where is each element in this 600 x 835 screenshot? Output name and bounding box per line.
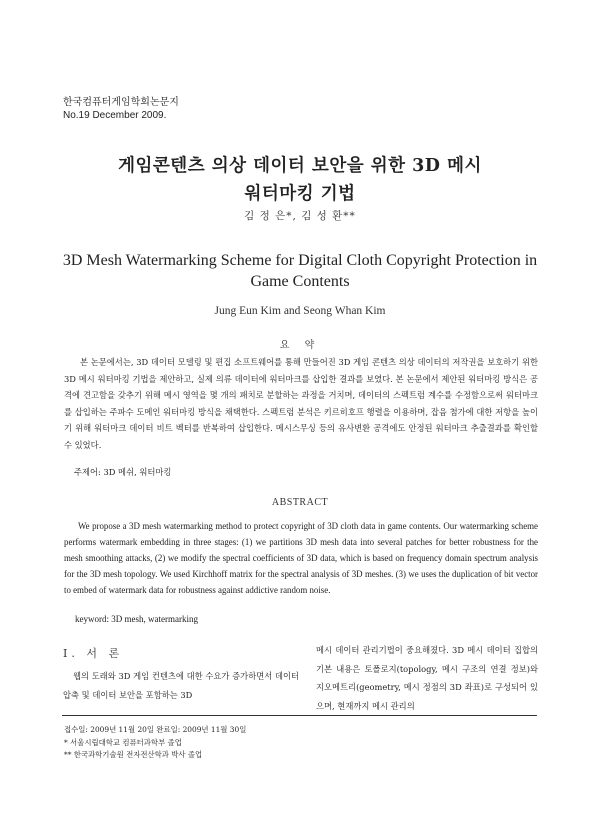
footnote-author2: ** 한국과학기술원 전자전산학과 박사 졸업 (64, 750, 203, 759)
title-english-line1: 3D Mesh Watermarking Scheme for Digital Cloth Copyright Protection in (62, 252, 538, 269)
abstract-english-heading: ABSTRACT (271, 497, 329, 508)
authors-korean: 김 정 은*, 김 성 환** (244, 210, 356, 222)
abstract-korean-heading: 요 약 (279, 340, 321, 351)
footnotes (64, 724, 246, 762)
title-korean-line1: 게임콘텐츠 의상 데이터 보안을 위한 3D 메시 (118, 156, 482, 176)
title-korean (60, 152, 540, 208)
title-english (55, 250, 545, 292)
footnote-author1: * 서울시립대학교 컴퓨터과학부 졸업 (64, 737, 182, 747)
journal-name: 한국컴퓨터게임학회논문지 (63, 97, 179, 108)
keywords-korean: 주제어: 3D 메쉬, 워터마킹 (74, 467, 172, 477)
abstract-korean-body: 본 논문에서는, 3D 데이터 모델링 및 편집 소프트웨어를 통해 만들어진 3D 게임 콘텐츠 의상 데이터의 저작권을 보호하기 위한 3D 메시 워터마킹 기법을 제안하고, 실제 의류 데이터에 워터마크를 삽입한 결과를 보였다. 본 논문에서 제안된 워터마킹 방식은 공격에 견고함을 갖추기 위해 메시 영역을 몇 개의 패치로 분할하는 과정을 거치며, 데이터의 스펙트럼 계수를 수정함으로써 워터마크를 삽입하는 주파수 도메인 워터마킹 방식을 채택한다. 스펙트럼 분석은 키르히호프 행렬을 이용하며, 잡음 첨가에 대한 저항을 높이기 위해 워터마크 데이터 비트 벡터를 반복하여 삽입한다. 메시스무싱 등의 유사변환 공격에도 안정된 워터마크 추출결과를 확인할 수 있었다. (64, 357, 538, 450)
body-column-left (63, 645, 299, 704)
title-english-line2: Game Contents (250, 273, 350, 290)
body-column-right (316, 641, 538, 715)
footnote-dates: 접수일: 2009년 11월 20일 완료일: 2009년 11월 30일 (64, 725, 247, 734)
section-heading-introduction: Ⅰ. 서 론 (63, 647, 124, 660)
title-korean-line2: 워터마킹 기법 (244, 184, 356, 204)
intro-paragraph-right: 메시 데이터 관리기법이 중요해졌다. 3D 메시 데이터 집합의 기본 내용은 토폴로지(topology, 메시 구조의 연결 정보)와 지오메트리(geometry, 메시 정점의 3D 좌표)로 구성되어 있으며, 현재까지 메시 관리의 (316, 645, 538, 711)
journal-issue: No.19 December 2009. (63, 110, 167, 121)
intro-paragraph-left: 웹의 도래와 3D 게임 컨텐츠에 대한 수요가 증가하면서 데이터 압축 및 데이터 보안을 포함하는 3D (63, 671, 299, 700)
keywords-english: keyword: 3D mesh, watermarking (75, 614, 198, 624)
abstract-english-body: We propose a 3D mesh watermarking method to protect copyright of 3D cloth data in game contents. Our watermarking scheme performs watermark embedding in three stages: (1) we partitions 3D mesh data into several patches for better robustness for the mesh smoothing attacks, (2) we modify the spectral coefficients of 3D data, which is based on frequency domain spectrum analysis for the 3D mesh topology. We used Kirchhoff matrix for the spectral analysis of 3D meshes. (3) we uses the duplication of bit vector to embed of watermark data for robustness against addictive random noise. (64, 521, 538, 595)
authors-english: Jung Eun Kim and Seong Whan Kim (214, 305, 386, 317)
journal-header (63, 96, 179, 122)
footnote-divider (62, 715, 537, 716)
